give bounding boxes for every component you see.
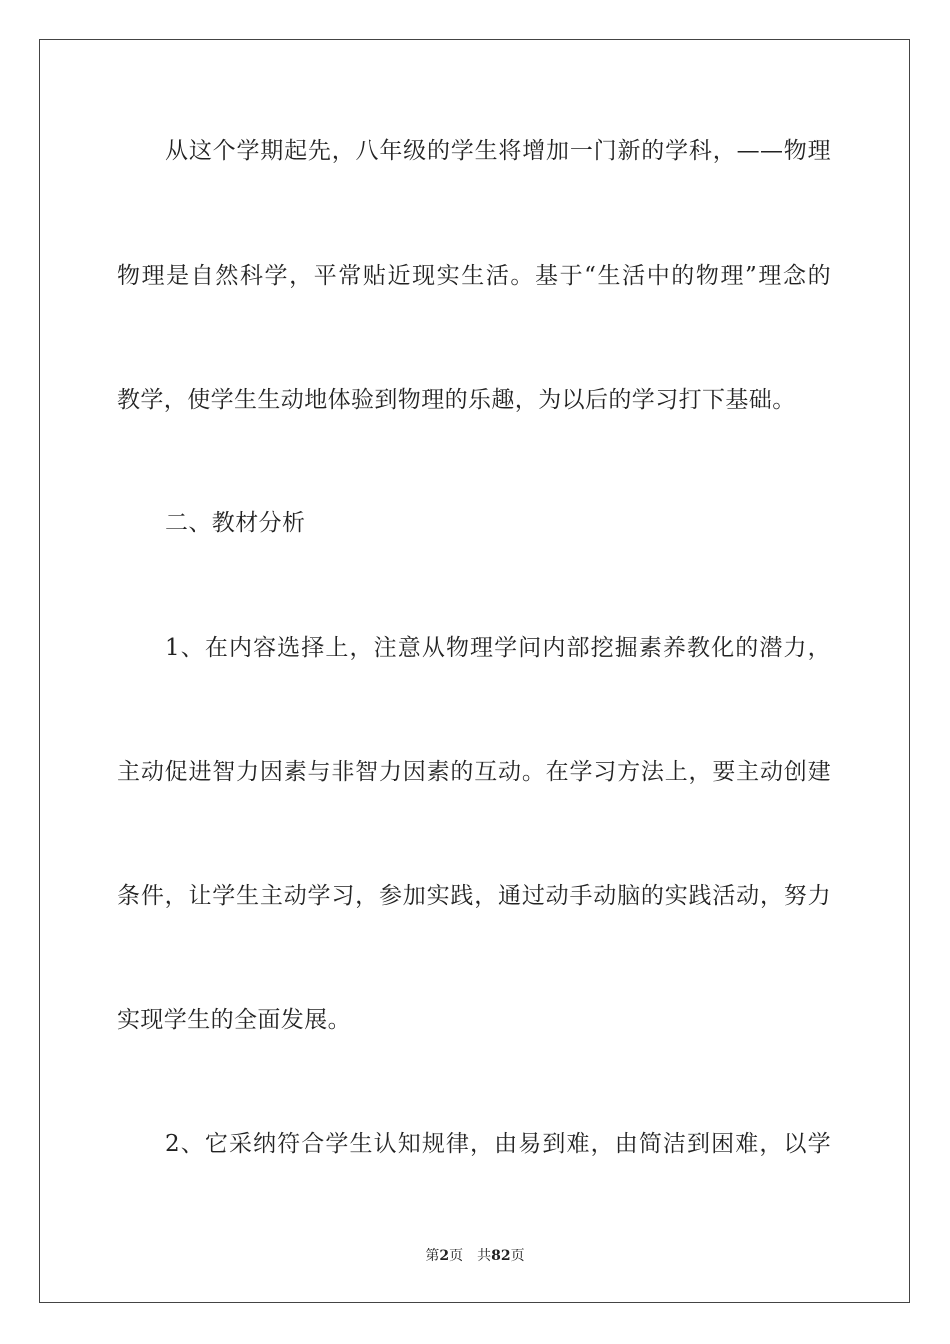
text-line: 物理是自然科学，平常贴近现实生活。基于“生活中的物理”理念的: [117, 263, 831, 289]
footer-page-number: 2: [439, 1248, 450, 1264]
page-frame: [39, 39, 910, 1303]
footer-total-pages: 82: [491, 1248, 511, 1264]
text-line: 教学，使学生生动地体验到物理的乐趣，为以后的学习打下基础。: [117, 387, 796, 413]
text-line: 从这个学期起先，八年级的学生将增加一门新的学科，——物理: [165, 138, 831, 164]
footer-page-suffix: 页: [449, 1248, 464, 1264]
text-line: 条件，让学生主动学习，参加实践，通过动手动脑的实践活动，努力: [117, 883, 831, 909]
footer-total-suffix: 页: [510, 1248, 525, 1264]
section-heading: 二、教材分析: [165, 510, 306, 536]
text-line: 主动促进智力因素与非智力因素的互动。在学习方法上，要主动创建: [117, 759, 831, 785]
text-line: 2、它采纳符合学生认知规律，由易到难，由简洁到困难，以学: [165, 1131, 831, 1157]
footer-total-prefix: 共: [477, 1248, 492, 1264]
footer-page-prefix: 第: [425, 1248, 440, 1264]
text-line: 1、在内容选择上，注意从物理学问内部挖掘素养教化的潜力，: [165, 635, 831, 661]
text-line: 实现学生的全面发展。: [117, 1007, 351, 1033]
page-footer: [0, 1246, 950, 1266]
